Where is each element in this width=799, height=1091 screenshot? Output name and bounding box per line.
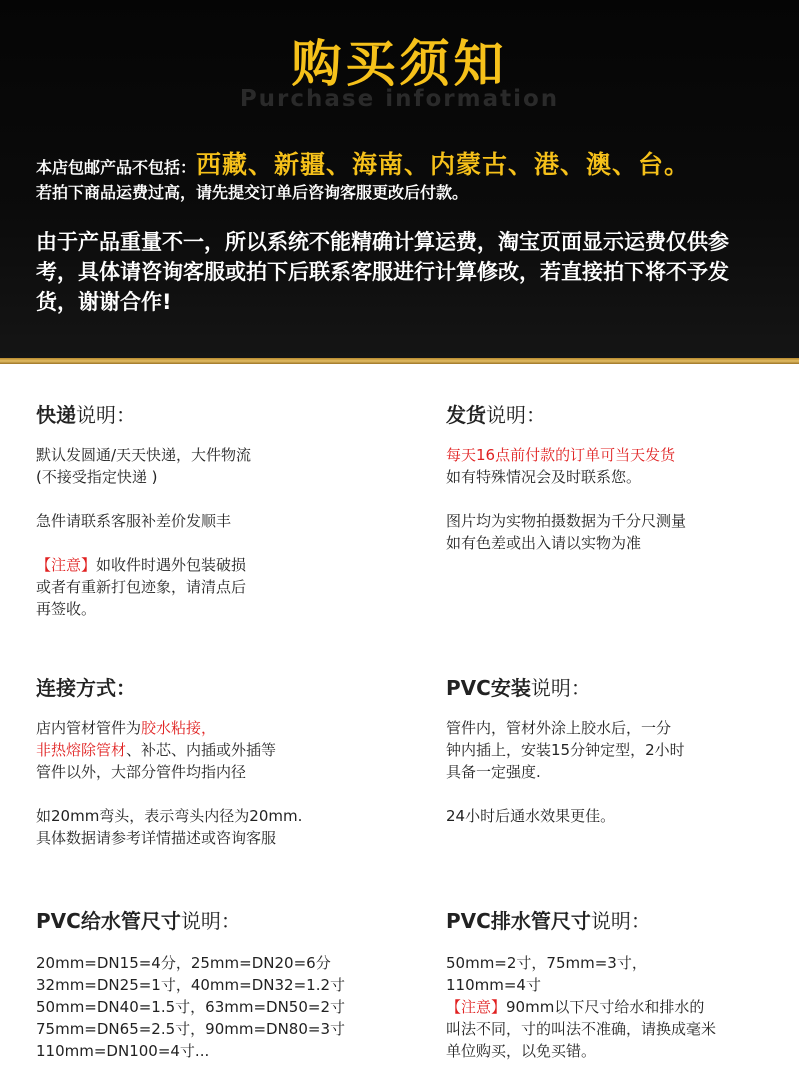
connection-section [36,673,386,849]
supply-section-title [36,906,436,936]
shipping-line-3: 图片均为实物拍摄数据为千分尺测量 [446,512,687,530]
drain-line-5: 单位购买，以免买错。 [446,1042,597,1060]
express-section [36,400,386,620]
shipping-title-rest: 说明： [486,403,546,427]
drain-title-rest: 说明： [590,909,651,933]
connection-line-1 [36,717,386,739]
connection-line-2 [36,739,386,761]
drain-line-3: 90mm以下尺寸给水和排水的 [506,998,705,1016]
supply-size-row: 75mm=DN65=2.5寸，90mm=DN80=3寸 [36,1020,346,1038]
page-subtitle: Purchase information [239,86,560,112]
express-line-1: 默认发圆通/天天快递，大件物流 [36,446,252,464]
install-line-1: 管件内，管材外涂上胶水后，一分 [446,719,672,737]
supply-pipe-section [36,906,436,1062]
supply-section-body [36,952,436,1062]
install-line-4: 24小时后通水效果更佳。 [446,807,616,825]
connection-line-5: 具体数据请参考详情描述或咨询客服 [36,829,277,847]
install-line-2: 钟内插上，安装15分钟定型，2小时 [446,741,685,759]
free-shipping-notice [36,145,786,181]
shipping-line-1: 每天16点前付款的订单可当天发货 [446,446,676,464]
gold-divider [0,358,799,364]
connection-line-3: 管件以外，大部分管件均指内径 [36,763,247,781]
drain-section-title [446,906,796,936]
connection-line-4: 如20mm弯头，表示弯头内径为20mm. [36,807,303,825]
shipping-section-title [446,400,796,430]
connection-line-1b: 胶水粘接， [141,719,217,737]
supply-size-row: 20mm=DN15=4分，25mm=DN20=6分 [36,954,331,972]
shipping-section [446,400,796,554]
supply-title-rest: 说明： [180,909,241,933]
spacer [446,783,796,805]
connection-section-title [36,673,386,703]
supply-title-strong: PVC给水管尺寸 [36,909,181,933]
note-tag: 【注意】 [36,556,97,574]
shipping-line-2: 如有特殊情况会及时联系您。 [446,468,642,486]
connection-line-2a: 非热熔除管材 [36,741,127,759]
supply-size-row: 110mm=DN100=4寸... [36,1042,210,1060]
express-section-title [36,400,386,430]
install-title-rest: 说明： [530,676,591,700]
install-section-title [446,673,796,703]
header-banner [0,0,799,358]
supply-size-row: 50mm=DN40=1.5寸，63mm=DN50=2寸 [36,998,346,1016]
weight-notice: 由于产品重量不一，所以系统不能精确计算运费，淘宝页面显示运费仅供参考，具体请咨询客服或拍下后联系客服进行计算修改，若直接拍下将不予发货，谢谢合作! [36,230,729,314]
shipping-fee-notice: 若拍下商品运费过高，请先提交订单后咨询客服更改后付款。 [36,183,469,202]
install-section-body [446,717,796,827]
note-tag: 【注意】 [446,998,507,1016]
page-title: 购买须知 [291,35,508,93]
express-line-2: (不接受指定快递 ) [36,468,158,486]
shipping-line-4: 如有色差或出入请以实物为准 [446,534,642,552]
drain-line-4: 叫法不同，寸的叫法不准确，请换成毫米 [446,1020,717,1038]
drain-pipe-section [446,906,796,1062]
express-title-rest: 说明： [76,403,136,427]
spacer [36,488,386,510]
express-line-4: 如收件时遇外包装破损 [96,556,247,574]
connection-section-body [36,717,386,849]
express-title-strong: 快递 [36,403,76,427]
shipping-title-strong: 发货 [446,403,486,427]
express-line-6: 再签收。 [36,600,97,618]
express-line-5: 或者有重新打包迹象，请清点后 [36,578,247,596]
install-line-3: 具备一定强度. [446,763,541,781]
install-section [446,673,796,827]
connection-line-2b: 、补芯、内插或外插等 [126,741,277,759]
spacer [446,488,796,510]
spacer [36,783,386,805]
connection-line-1a: 店内管材管件为 [36,719,142,737]
drain-note-line [446,996,796,1018]
drain-line-2: 110mm=4寸 [446,976,541,994]
drain-title-strong: PVC排水管尺寸 [446,909,591,933]
supply-size-row: 32mm=DN25=1寸，40mm=DN32=1.2寸 [36,976,346,994]
connection-title-strong: 连接方式： [36,676,136,700]
express-note-line [36,554,386,576]
drain-line-1: 50mm=2寸，75mm=3寸， [446,954,647,972]
spacer [36,532,386,554]
drain-section-body [446,952,796,1062]
shipping-section-body [446,444,796,554]
install-title-strong: PVC安装 [446,676,531,700]
express-line-3: 急件请联系客服补差价发顺丰 [36,512,232,530]
free-shipping-prefix: 本店包邮产品不包括： [36,158,197,177]
excluded-regions: 西藏、新疆、海南、内蒙古、港、澳、台。 [196,150,691,179]
express-section-body [36,444,386,620]
